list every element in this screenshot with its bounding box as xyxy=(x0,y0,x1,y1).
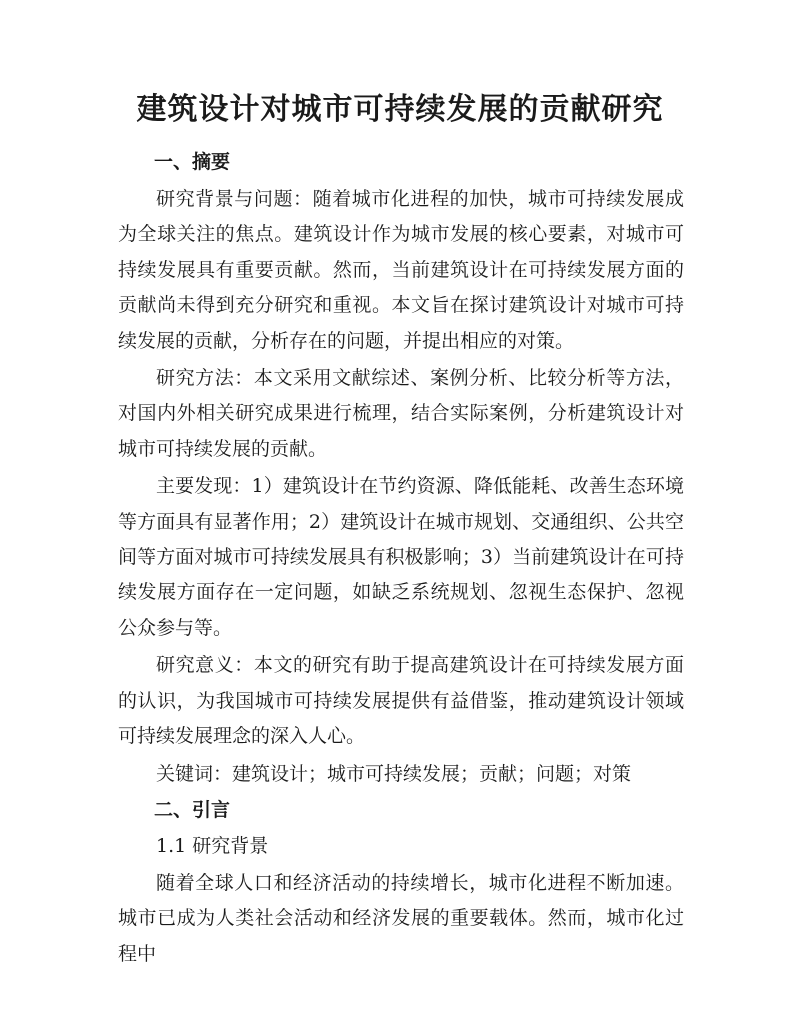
section-heading-introduction: 二、引言 xyxy=(154,798,231,821)
abstract-significance-paragraph: 研究意义：本文的研究有助于提高建筑设计在可持续发展方面的认识，为我国城市可持续发展提供有益借鉴，推动建筑设计领域可持续发展理念的深入人心。 xyxy=(118,654,684,748)
subsection-heading-background: 1.1 研究背景 xyxy=(156,834,269,857)
section-heading-abstract: 一、摘要 xyxy=(154,151,231,173)
document-body xyxy=(118,146,684,974)
keywords-line: 关键词：建筑设计；城市可持续发展；贡献；问题；对策 xyxy=(156,762,632,785)
abstract-findings-paragraph: 主要发现：1）建筑设计在节约资源、降低能耗、改善生态环境等方面具有显著作用；2）建筑设计在城市规划、交通组织、公共空间等方面对城市可持续发展具有积极影响；3）当前建筑设计在可持续发展方面存在一定问题，如缺乏系统规划、忽视生态保护、忽视公众参与等。 xyxy=(118,475,684,639)
introduction-paragraph: 随着全球人口和经济活动的持续增长，城市化进程不断加速。城市已成为人类社会活动和经济发展的重要载体。然而，城市化过程中 xyxy=(118,871,684,965)
document-title: 建筑设计对城市可持续发展的贡献研究 xyxy=(136,92,664,127)
abstract-methods-paragraph: 研究方法：本文采用文献综述、案例分析、比较分析等方法，对国内外相关研究成果进行梳理，结合实际案例，分析建筑设计对城市可持续发展的贡献。 xyxy=(118,367,684,460)
abstract-background-paragraph: 研究背景与问题：随着城市化进程的加快，城市可持续发展成为全球关注的焦点。建筑设计作为城市发展的核心要素，对城市可持续发展具有重要贡献。然而，当前建筑设计在可持续发展方面的贡献尚未得到充分研究和重视。本文旨在探讨建筑设计对城市可持续发展的贡献，分析存在的问题，并提出相应的对策。 xyxy=(118,188,684,352)
